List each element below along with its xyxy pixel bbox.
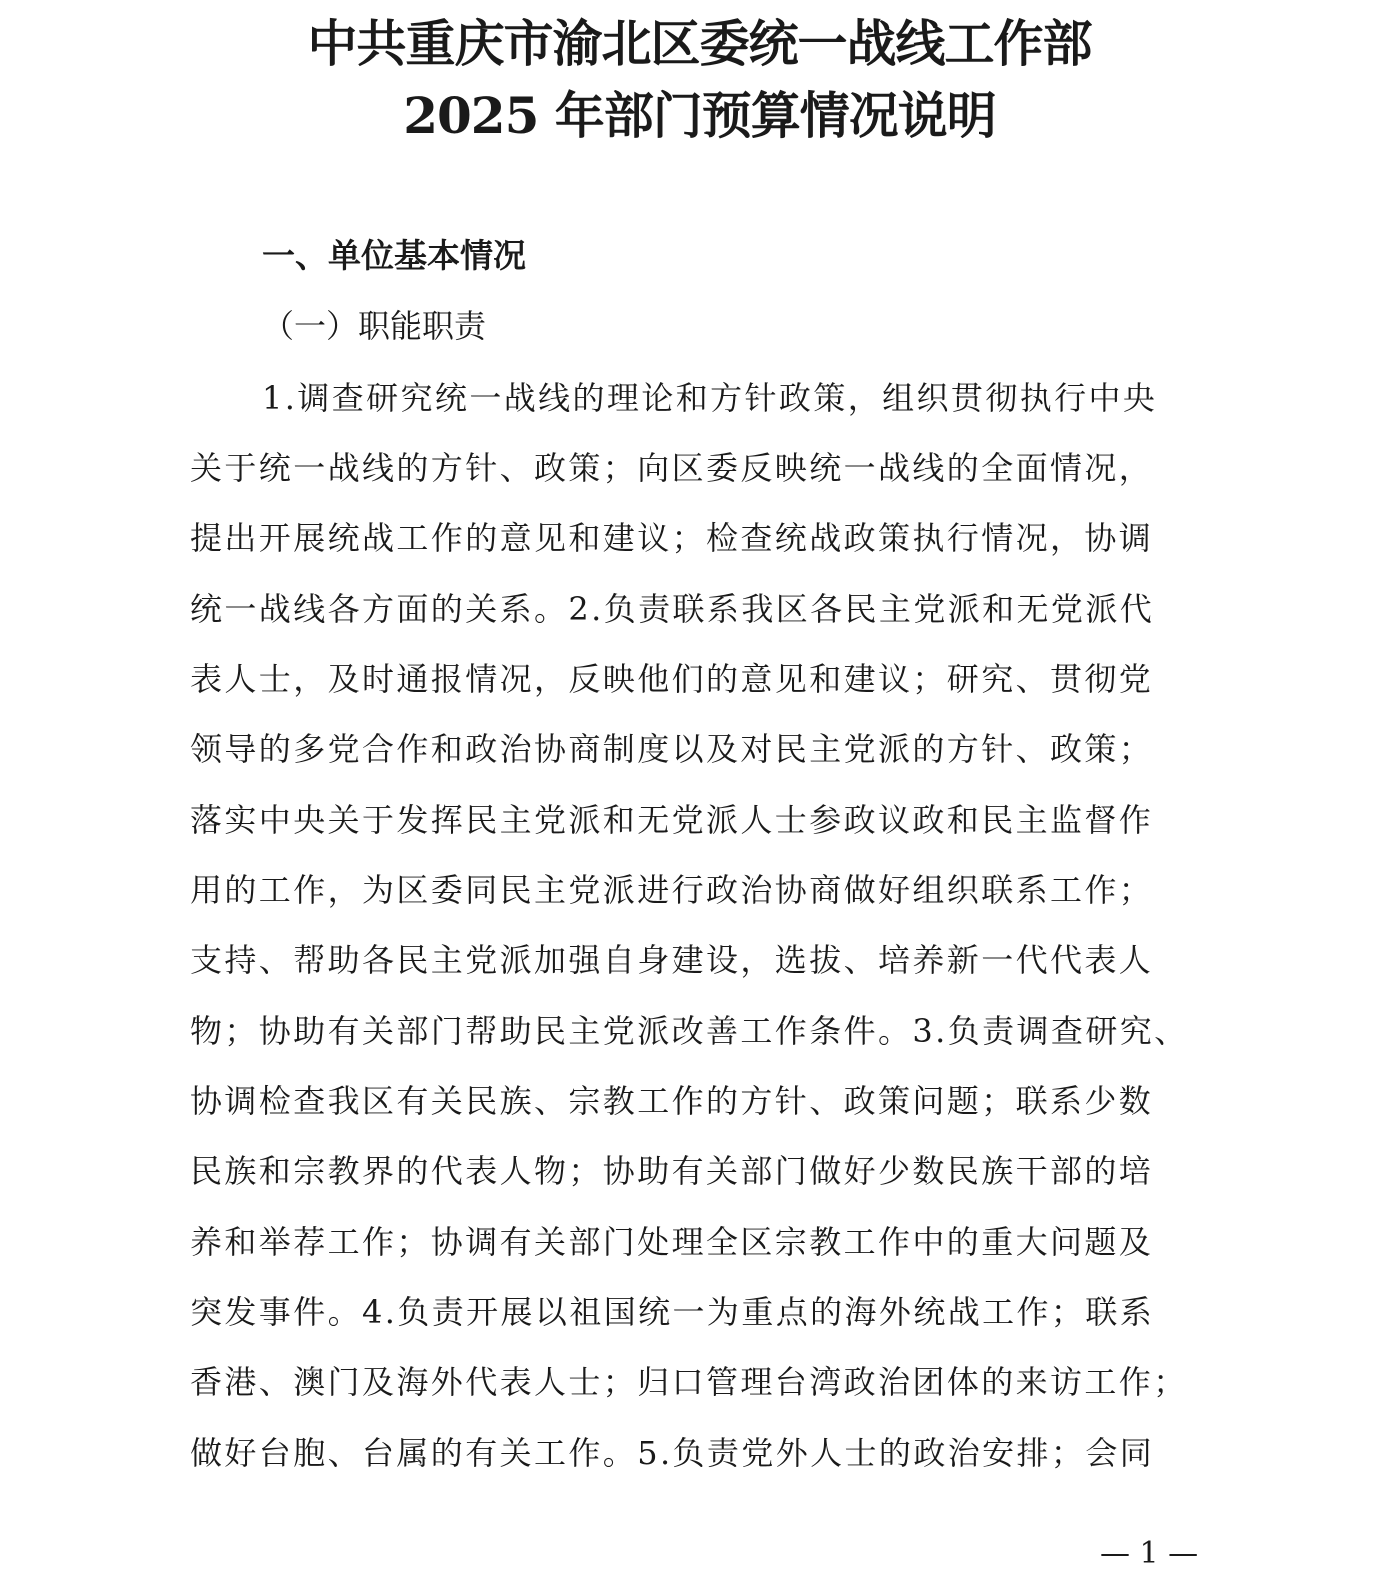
body-line: 用的工作，为区委同民主党派进行政治协商做好组织联系工作；: [190, 871, 1154, 909]
page-number: — 1 —: [1100, 1536, 1199, 1571]
body-line: 突发事件。4.负责开展以祖国统一为重点的海外统战工作；联系: [190, 1293, 1155, 1331]
section-heading: 一、单位基本情况: [262, 236, 526, 275]
document-title-line-1: 中共重庆市渝北区委统一战线工作部: [307, 14, 1092, 73]
body-line: 落实中央关于发挥民主党派和无党派人士参政议政和民主监督作: [190, 801, 1154, 839]
body-line: 养和举荐工作；协调有关部门处理全区宗教工作中的重大问题及: [190, 1223, 1154, 1261]
body-line: 统一战线各方面的关系。2.负责联系我区各民主党派和无党派代: [190, 590, 1155, 628]
body-line: 协调检查我区有关民族、宗教工作的方针、政策问题；联系少数: [190, 1082, 1154, 1120]
subsection-heading: （一）职能职责: [262, 307, 487, 345]
body-line: 表人士，及时通报情况，反映他们的意见和建议；研究、贯彻党: [190, 660, 1154, 698]
body-line: 民族和宗教界的代表人物；协助有关部门做好少数民族干部的培: [190, 1152, 1154, 1190]
body-line: 领导的多党合作和政治协商制度以及对民主党派的方针、政策；: [190, 730, 1154, 768]
body-line: 关于统一战线的方针、政策；向区委反映统一战线的全面情况，: [190, 449, 1154, 487]
document-title-line-2: 2025 年部门预算情况说明: [403, 86, 996, 145]
document-title: [0, 8, 1399, 152]
body-line: 做好台胞、台属的有关工作。5.负责党外人士的政治安排；会同: [190, 1434, 1155, 1472]
body-line: 物；协助有关部门帮助民主党派改善工作条件。3.负责调查研究、: [190, 1012, 1189, 1050]
body-line: 1.调查研究统一战线的理论和方针政策，组织贯彻执行中央: [262, 379, 1158, 417]
body-line: 香港、澳门及海外代表人士；归口管理台湾政治团体的来访工作；: [190, 1363, 1188, 1401]
body-line: 支持、帮助各民主党派加强自身建设，选拔、培养新一代代表人: [190, 941, 1154, 979]
body-line: 提出开展统战工作的意见和建议；检查统战政策执行情况，协调: [190, 519, 1154, 557]
